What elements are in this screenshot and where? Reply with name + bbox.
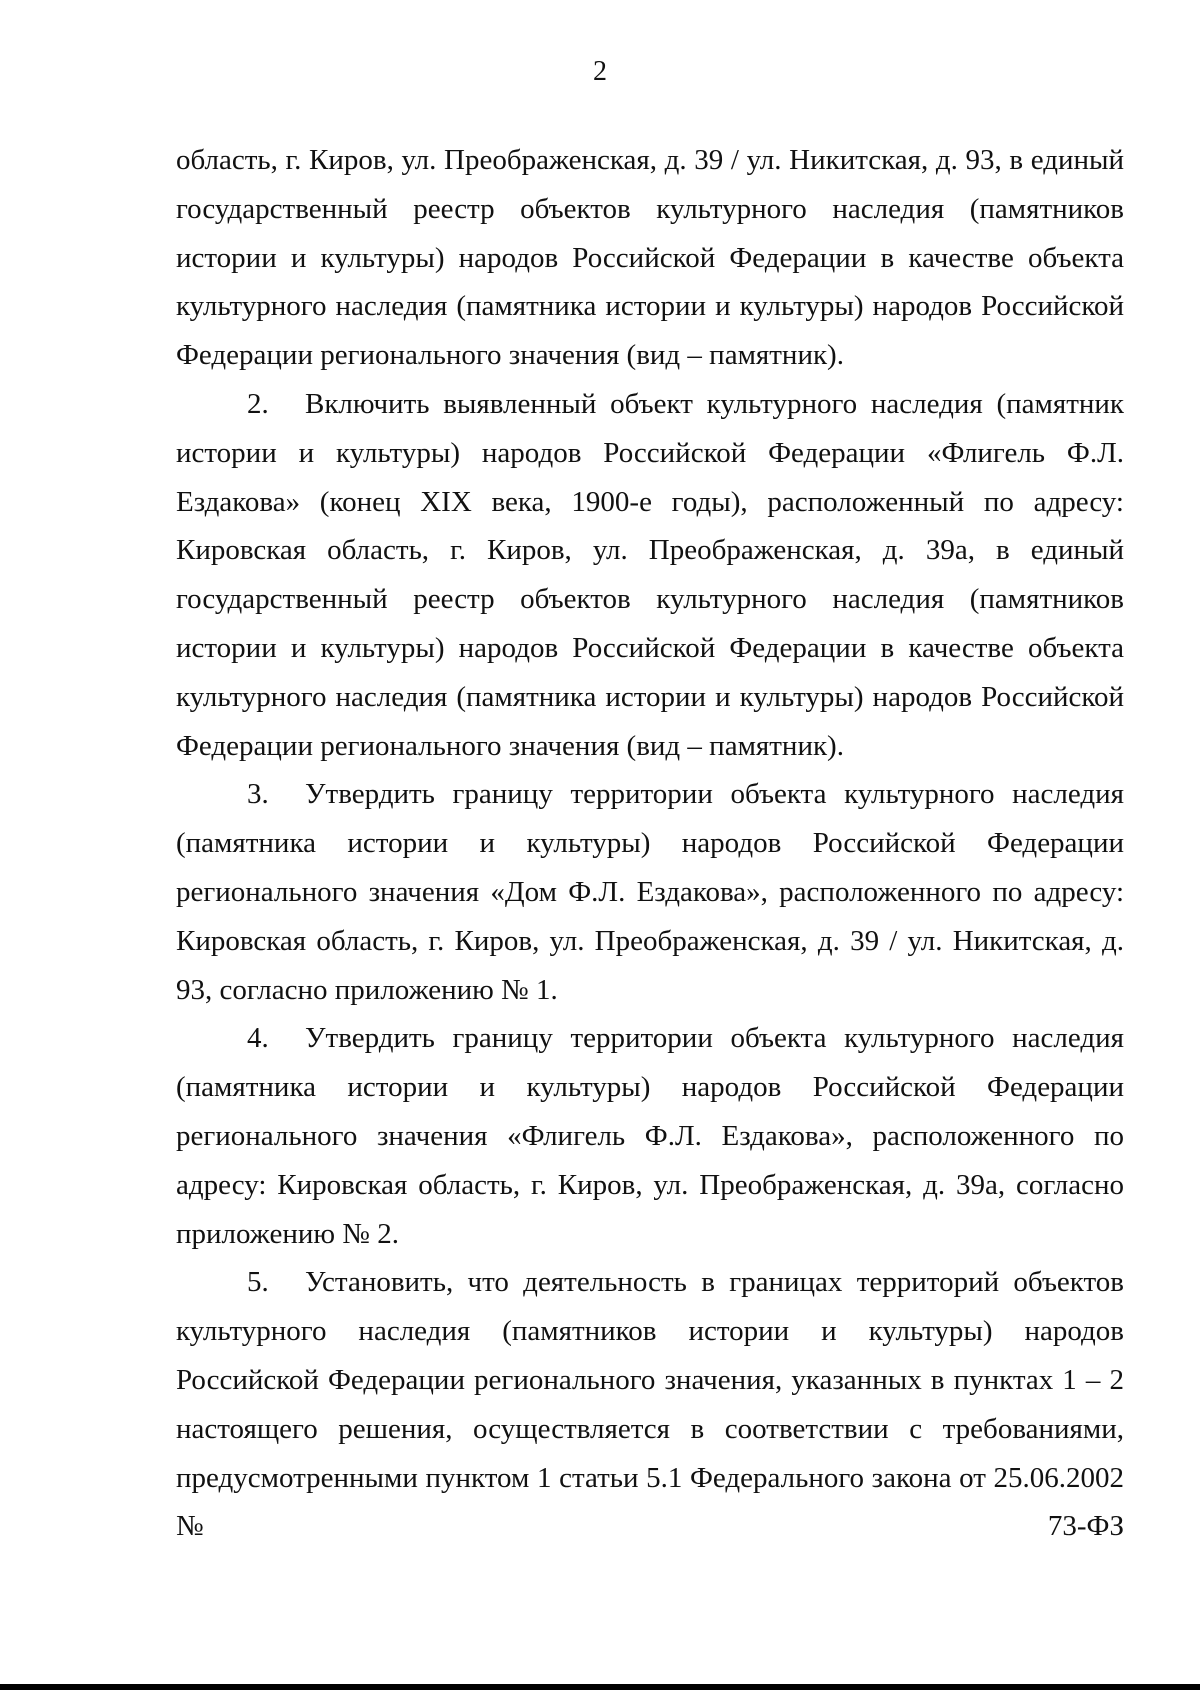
scan-bottom-edge — [0, 1684, 1200, 1690]
paragraph-item-2 — [176, 380, 1124, 770]
paragraph-text: область, г. Киров, ул. Преображенская, д. 39 / ул. Никитская, д. 93, в единый государственный реестр объектов культурного наследия (памятников истории и культуры) народов Российской Федерации в качестве объекта культурного наследия (памятника истории и культуры) народов Российской Федерации регионального значения (вид – памятник). — [176, 144, 1124, 372]
paragraph-item-4 — [176, 1014, 1124, 1258]
paragraph-item-5 — [176, 1258, 1124, 1551]
paragraph-number: 5. — [247, 1266, 269, 1299]
paragraph-text: Установить, что деятельность в границах территорий объектов культурного наследия (памятников истории и культуры) народов Российской Федерации регионального значения, указанных в пунктах 1 – 2 настоящего решения, осуществляется в соответствии с требованиями, предусмотренными пунктом 1 статьи 5.1 Федерального закона от 25.06.2002 № 73-ФЗ — [176, 1266, 1124, 1543]
document-body — [176, 136, 1124, 1551]
paragraph-continuation — [176, 136, 1124, 380]
paragraph-text: Утвердить границу территории объекта культурного наследия (памятника истории и культуры) народов Российской Федерации регионального значения «Флигель Ф.Л. Ездакова», расположенного по адресу: Кировская область, г. Киров, ул. Преображенская, д. 39а, согласно приложению № 2. — [176, 1022, 1124, 1250]
paragraph-item-3 — [176, 770, 1124, 1014]
paragraph-text: Включить выявленный объект культурного наследия (памятник истории и культуры) народов Российской Федерации «Флигель Ф.Л. Ездакова» (конец XIX века, 1900-е годы), расположенный по адресу: Кировская область, г. Киров, ул. Преображенская, д. 39а, в единый государственный реестр объектов культурного наследия (памятников истории и культуры) народов Российской Федерации в качестве объекта культурного наследия (памятника истории и культуры) народов Российской Федерации регионального значения (вид – памятник). — [176, 387, 1124, 762]
paragraph-number: 2. — [247, 387, 269, 420]
paragraph-number: 3. — [247, 778, 269, 811]
page-number: 2 — [593, 56, 607, 87]
paragraph-text: Утвердить границу территории объекта культурного наследия (памятника истории и культуры) народов Российской Федерации регионального значения «Дом Ф.Л. Ездакова», расположенного по адресу: Кировская область, г. Киров, ул. Преображенская, д. 39 / ул. Никитская, д. 93, согласно приложению № 1. — [176, 778, 1124, 1006]
paragraph-number: 4. — [247, 1022, 269, 1055]
